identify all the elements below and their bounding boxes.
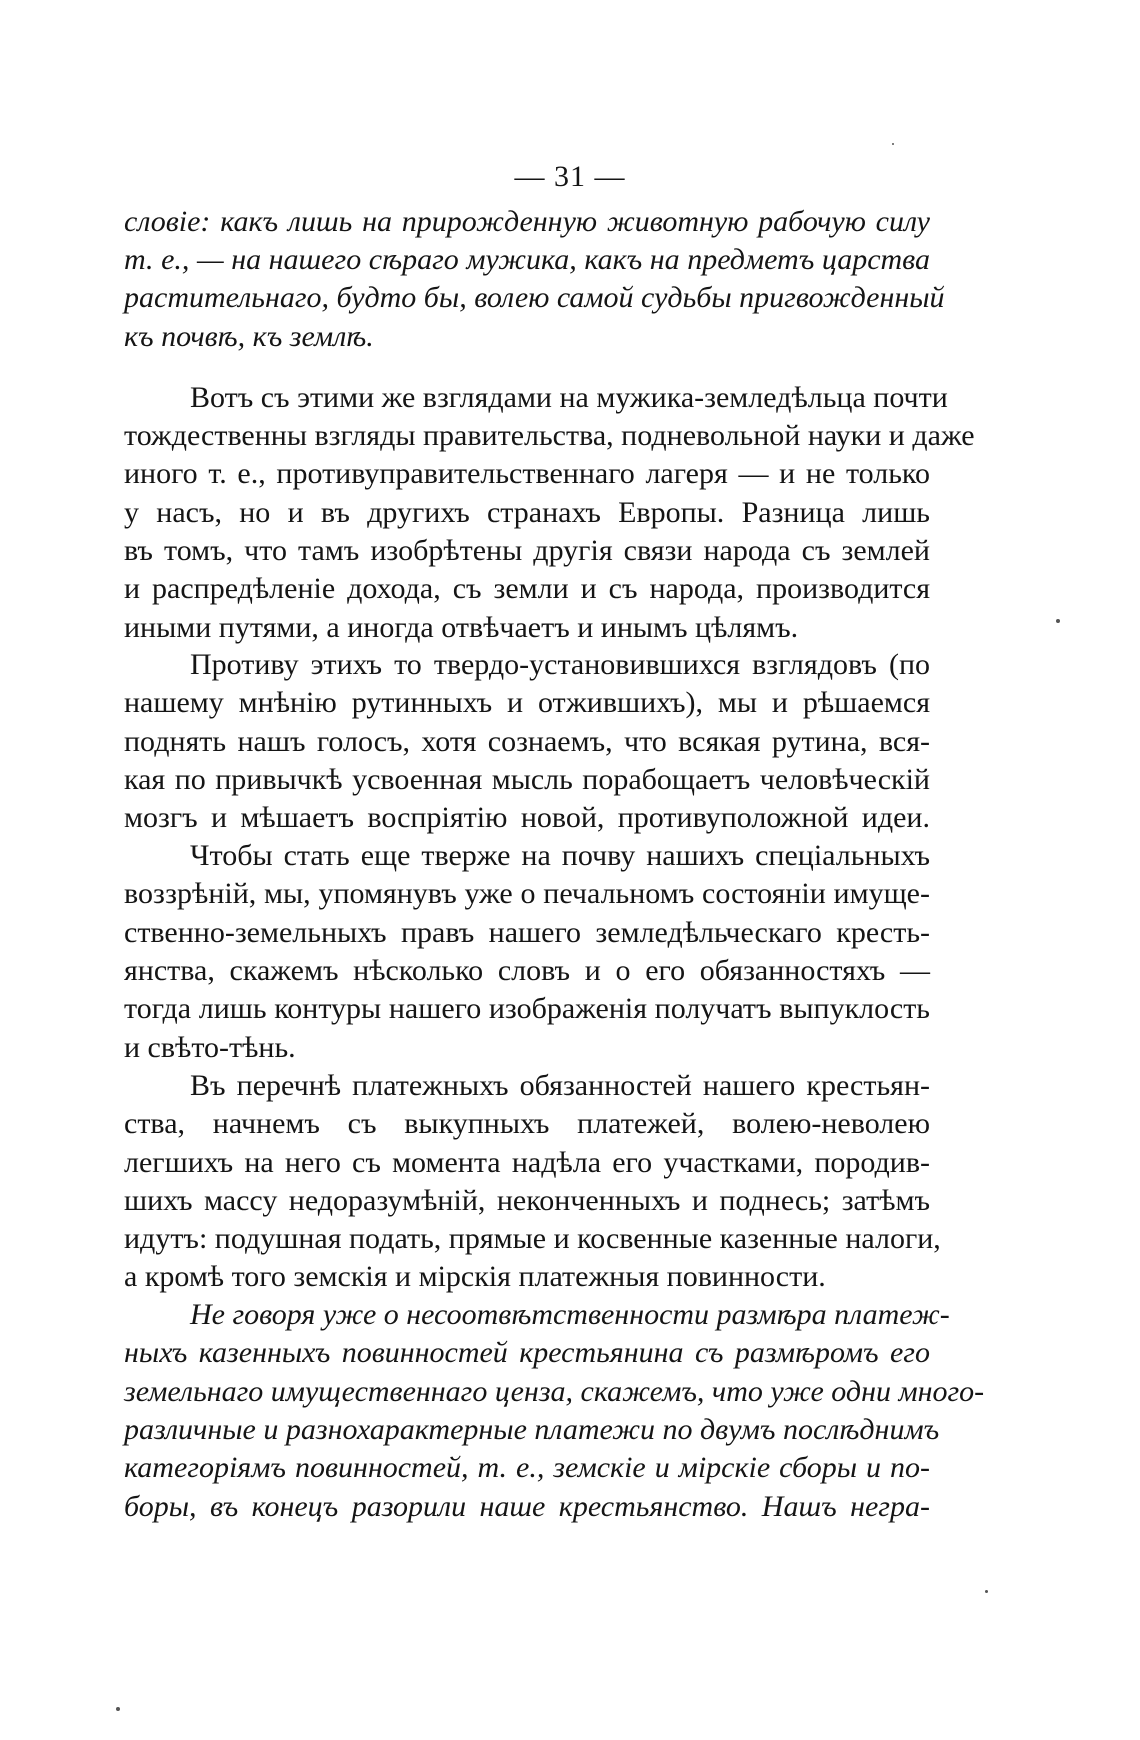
text-line-18: воззрѣній, мы, упомянувъ уже о печальномъ состояніи имуще-	[124, 877, 930, 910]
text-line-11: иными путями, а иногда отвѣчаетъ и инымъ цѣлямъ.	[124, 611, 799, 644]
text-line-10: и распредѣленіе дохода, съ земли и съ народа, производится	[124, 572, 930, 605]
paper-speck	[1056, 619, 1060, 623]
text-line-17: Чтобы стать еще тверже на почву нашихъ спеціальныхъ	[190, 839, 930, 872]
text-line-29: Не говоря уже о несоотвѣтственности размѣра платеж-	[190, 1298, 950, 1331]
text-line-4: къ почвѣ, къ землѣ.	[124, 320, 374, 353]
text-line-21: тогда лишь контуры нашего изображенія получатъ выпуклость	[124, 992, 930, 1025]
text-line-19: ственно-земельныхъ правъ нашего земледѣльческаго кресть-	[124, 916, 930, 949]
text-line-32: различные и разнохарактерные платежи по двумъ послѣднимъ	[124, 1413, 940, 1446]
paper-speck	[985, 1590, 988, 1593]
text-line-25: легшихъ на него съ момента надѣла его участками, породив-	[124, 1146, 930, 1179]
text-line-13: нашему мнѣнію рутинныхъ и отжившихъ), мы и рѣшаемся	[124, 686, 930, 719]
text-line-1: словіе: какъ лишь на прирожденную животную рабочую силу	[124, 205, 930, 238]
text-line-2: т. е., — на нашего сѣраго мужика, какъ на предметъ царства	[124, 243, 930, 276]
text-line-16: мозгъ и мѣшаетъ воспріятію новой, противуположной идеи.	[124, 801, 930, 834]
text-line-31: земельнаго имущественнаго ценза, скажемъ, что уже одни много-	[124, 1375, 985, 1408]
text-line-5: Вотъ съ этими же взглядами на мужика-земледѣльца почти	[190, 381, 948, 414]
text-line-24: ства, начнемъ съ выкупныхъ платежей, волею-неволею	[124, 1107, 930, 1140]
text-line-3: растительнаго, будто бы, волею самой судьбы пригвожденный	[124, 281, 945, 314]
page-number: — 31 —	[514, 160, 626, 193]
text-line-27: идутъ: подушная подать, прямые и косвенные казенные налоги,	[124, 1222, 941, 1255]
text-line-12: Противу этихъ то твердо-установившихся взглядовъ (по	[190, 648, 930, 681]
text-line-34: боры, въ конецъ разорили наше крестьянство. Нашъ негра-	[124, 1490, 930, 1523]
text-line-7: иного т. е., противуправительственнаго лагеря — и не только	[124, 457, 930, 490]
paper-speck	[116, 1707, 120, 1711]
paper-speck	[892, 143, 894, 145]
text-line-6: тождественны взгляды правительства, подневольной науки и даже	[124, 419, 975, 452]
text-line-30: ныхъ казенныхъ повинностей крестьянина съ размѣромъ его	[124, 1336, 930, 1369]
text-line-9: въ томъ, что тамъ изобрѣтены другія связи народа съ землей	[124, 534, 930, 567]
text-line-26: шихъ массу недоразумѣній, неконченныхъ и поднесь; затѣмъ	[124, 1184, 930, 1217]
text-line-22: и свѣто-тѣнь.	[124, 1031, 296, 1064]
text-line-23: Въ перечнѣ платежныхъ обязанностей нашего крестьян-	[190, 1069, 930, 1102]
text-line-28: а кромѣ того земскія и мірскія платежныя повинности.	[124, 1260, 826, 1293]
text-line-20: янства, скажемъ нѣсколько словъ и о его обязанностяхъ —	[124, 954, 930, 987]
text-line-8: у насъ, но и въ другихъ странахъ Европы. Разница лишь	[124, 496, 930, 529]
text-line-14: поднять нашъ голосъ, хотя сознаемъ, что всякая рутина, вся-	[124, 725, 930, 758]
text-line-33: категоріямъ повинностей, т. е., земскіе и мірскіе сборы и по-	[124, 1451, 930, 1484]
text-line-15: кая по привычкѣ усвоенная мысль порабощаетъ человѣческій	[124, 763, 930, 796]
